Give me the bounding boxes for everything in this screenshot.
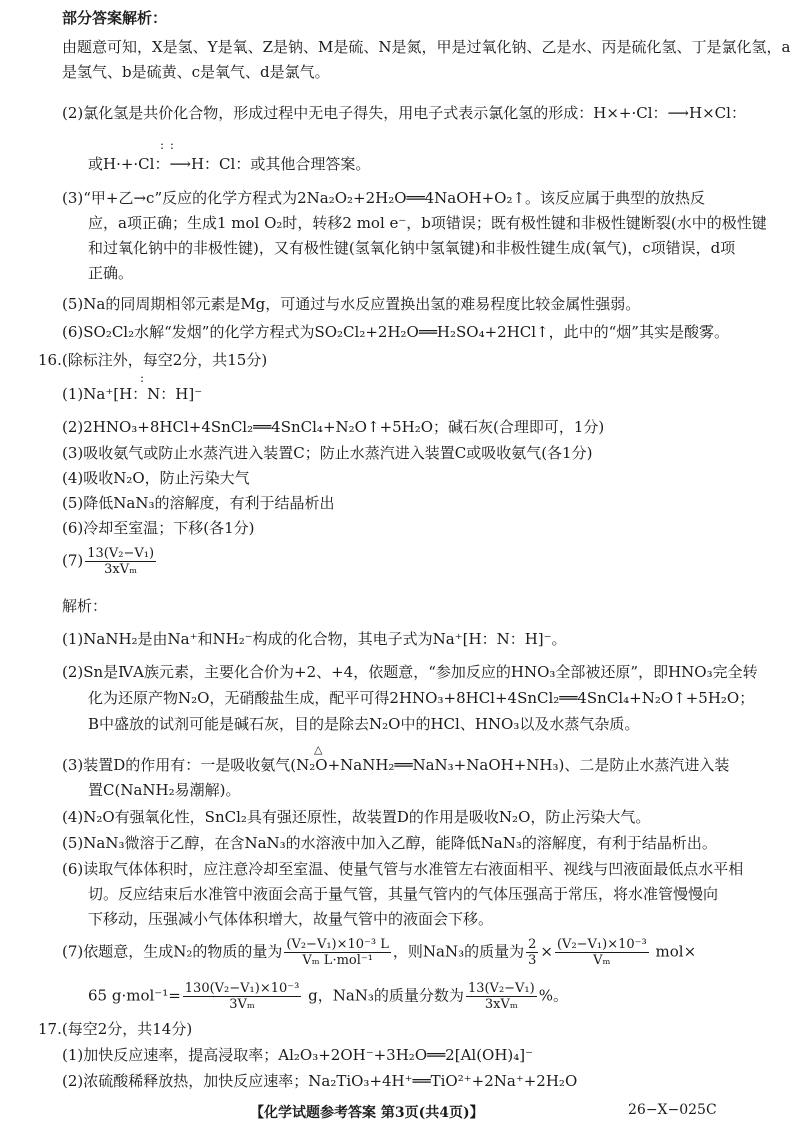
text-line: 正确。 xyxy=(88,264,134,282)
reaction-condition: △ xyxy=(314,743,324,756)
fraction: $\frac{\text{(V₂−V₁)×10⁻³}}{\text{Vₘ}}$ xyxy=(556,937,647,968)
text-line: 化为还原产物N₂O，无硝酸盐生成，配平可得2HNO₃+8HCl+4SnCl₂══4SnCl₄+N₂O↑+5H₂O； xyxy=(88,689,755,707)
text-line: 置C(NaNH₂易潮解)。 xyxy=(88,781,241,799)
question-17-title: 17.(每空2分，共14分) xyxy=(38,1020,193,1038)
text-line: (3)装置D的作用有：一是吸收氨气(N₂O+NaNH₂══NaN₃+NaOH+NH₃)、二是防止水蒸汽进入装 xyxy=(62,756,730,774)
text-line: (3)“甲+乙→c”反应的化学方程式为2Na₂O₂+2H₂O══4NaOH+O₂↑。该反应属于典型的放热反 xyxy=(62,189,706,207)
text-line: (2)氯化氢是共价化合物，形成过程中无电子得失，用电子式表示氯化氢的形成：H×+·Cl：⟶H×Cl： xyxy=(62,104,746,122)
text-line: 65 g·mol⁻¹= $\frac{\text{130(V₂−V₁)×10⁻³}}{\text{3Vₘ}}$ g，NaN₃的质量分数为 $\frac{\text{13(V₂−V₁)}}{\text{3xVₘ}}$ %。 xyxy=(88,981,568,1012)
answer-line: (3)吸收氨气或防止水蒸汽进入装置C；防止水蒸汽进入装置C或吸收氨气(各1分) xyxy=(62,444,593,462)
text-line: (6)SO₂Cl₂水解“发烟”的化学方程式为SO₂Cl₂+2H₂O══H₂SO₄+2HCl↑，此中的“烟”其实是酸雾。 xyxy=(62,323,729,341)
answer-line: (1)加快反应速率，提高浸取率；Al₂O₃+2OH⁻+3H₂O══2[Al(OH)₄]⁻ xyxy=(62,1046,534,1064)
section-header: 部分答案解析： xyxy=(62,9,168,27)
answer-line: (4)吸收N₂O，防止污染大气 xyxy=(62,469,250,487)
electron-dots: : xyxy=(140,371,146,385)
fraction: $\frac{2}{3}$ xyxy=(528,937,537,968)
fraction: $\frac{\text{13(V₂−V₁)}}{\text{3xVₘ}}$ xyxy=(87,546,155,577)
text-line: (5)Na的同周期相邻元素是Mg，可通过与水反应置换出氢的难易程度比较金属性强弱。 xyxy=(62,295,641,313)
text-line: (4)N₂O有强氧化性，SnCl₂具有强还原性，故装置D的作用是吸收N₂O，防止污染大气。 xyxy=(62,808,651,826)
text-line: (6)读取气体体积时，应注意冷却至室温、使量气管与水准管左右液面相平、视线与凹液面最低点水平相 xyxy=(62,860,744,878)
text-line: (5)NaN₃微溶于乙醇，在含NaN₃的水溶液中加入乙醇，能降低NaN₃的溶解度，有利于结晶析出。 xyxy=(62,834,717,852)
answer-line: (1)Na⁺[H：N：H]⁻ xyxy=(62,385,203,403)
text-line: B中盛放的试剂可能是碱石灰，目的是除去N₂O中的HCl、HNO₃以及水蒸气杂质。 xyxy=(88,715,640,733)
text-line: 应，a项正确；生成1 mol O₂时，转移2 mol e⁻，b项错误；既有极性键和非极性键断裂(水中的极性键 xyxy=(88,214,767,232)
footer-code: 26−X−025C xyxy=(628,1102,717,1118)
question-16-title: 16.(除标注外，每空2分，共15分) xyxy=(38,351,268,369)
footer-title: 【化学试题参考答案 第3页(共4页)】 xyxy=(250,1105,484,1121)
fraction: $\frac{\text{130(V₂−V₁)×10⁻³}}{\text{3Vₘ}}$ xyxy=(184,981,300,1012)
answer-line: (6)冷却至室温；下移(各1分) xyxy=(62,519,255,537)
answer-line: (2)2HNO₃+8HCl+4SnCl₂══4SnCl₄+N₂O↑+5H₂O；碱石灰(合理即可，1分) xyxy=(62,418,605,436)
electron-dots: : : xyxy=(160,138,175,152)
text-line: (7)依题意，生成N₂的物质的量为 $\frac{\text{(V₂−V₁)×10⁻³ L}}{\text{Vₘ L·mol⁻¹}}$ ，则NaN₃的质量为 $\frac{2}{3}$ × $\frac{\text{(V₂−V₁)×10⁻³}}{\text{Vₘ}}$ mol× xyxy=(62,937,697,968)
fraction: $\frac{\text{13(V₂−V₁)}}{\text{3xVₘ}}$ xyxy=(467,981,535,1012)
text-line: (2)Sn是ⅣA族元素，主要化合价为+2、+4，依题意，“参加反应的HNO₃全部被还原”，即HNO₃完全转 xyxy=(62,663,758,681)
text-line: 切。反应结束后水准管中液面会高于量气管，其量气管内的气体压强高于常压，将水准管慢慢向 xyxy=(88,885,719,903)
analysis-label: 解析： xyxy=(62,597,108,615)
answer-line: (5)降低NaN₃的溶解度，有利于结晶析出 xyxy=(62,494,335,512)
text-line: 或H·+·Cl：⟶H：Cl：或其他合理答案。 xyxy=(88,155,371,173)
fraction: $\frac{\text{(V₂−V₁)×10⁻³ L}}{\text{Vₘ L·mol⁻¹}}$ xyxy=(286,937,389,968)
text-line: 是氢气、b是硫黄、c是氧气、d是氯气。 xyxy=(62,63,330,81)
answer-line xyxy=(62,546,158,577)
text-line: 下移动，压强减小气体体积增大，故量气管中的液面会下移。 xyxy=(88,910,494,928)
text-line: 和过氧化钠中的非极性键)，又有极性键(氢氧化钠中氢氧键)和非极性键生成(氧气)，c项错误，d项 xyxy=(88,239,736,257)
answer-line: (2)浓硫酸稀释放热，加快反应速率；Na₂TiO₃+4H⁺══TiO²⁺+2Na⁺+2H₂O xyxy=(62,1072,578,1090)
text-line: 由题意可知，X是氢、Y是氧、Z是钠、M是硫、N是氮，甲是过氧化钠、乙是水、丙是硫化氢、丁是氯化氢，a xyxy=(62,38,791,56)
answer-prefix: (7) xyxy=(62,551,84,570)
text-line: (1)NaNH₂是由Na⁺和NH₂⁻构成的化合物，其电子式为Na⁺[H：N：H]⁻。 xyxy=(62,630,567,648)
